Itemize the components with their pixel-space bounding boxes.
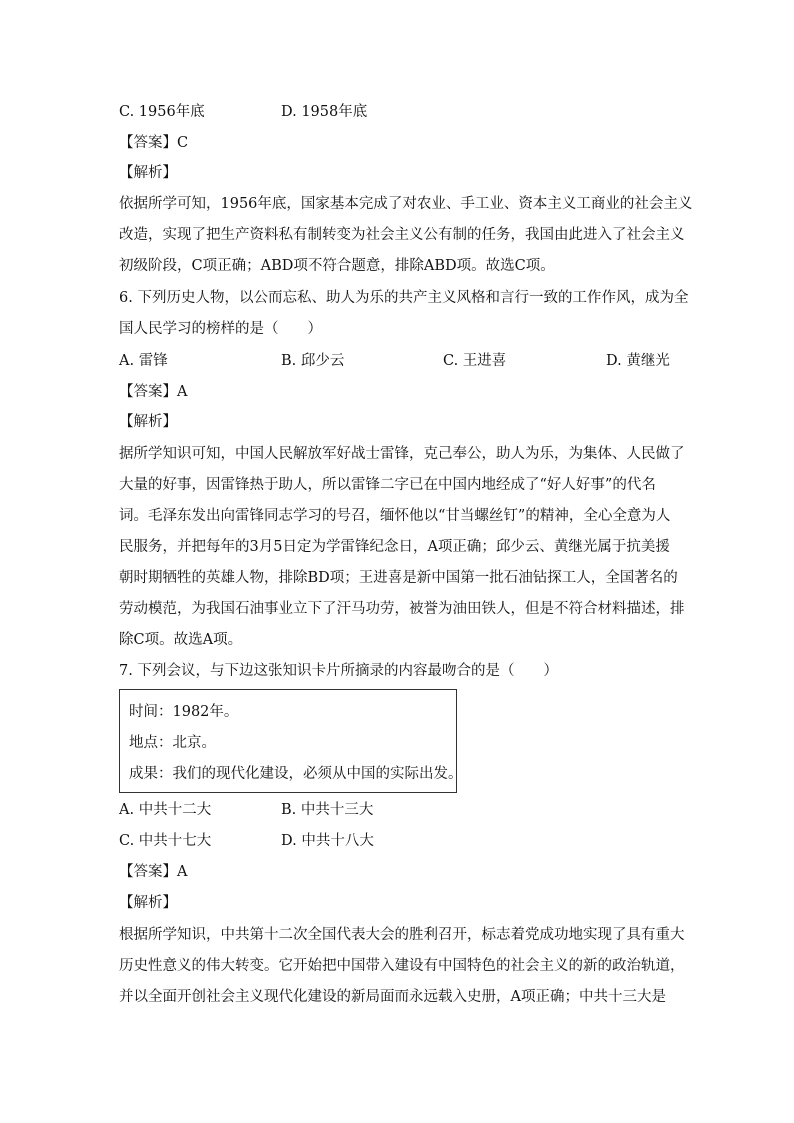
q6-analysis-title: 【解析】 [119, 414, 177, 430]
q6-analysis-line: 大量的好事，因雷锋热于助人，所以雷锋二字已在中国内地经成了“好人好事”的代名 [119, 477, 656, 493]
q6-option-d: D. 黄继光 [606, 353, 670, 369]
q6-stem-line: 6. 下列历史人物，以公而忘私、助人为乐的共产主义风格和言行一致的工作作风，成为全 [119, 290, 689, 306]
q6-option-a: A. 雷锋 [119, 353, 168, 369]
q7-analysis-line: 历史性意义的伟大转变。它开始把中国带入建设有中国特色的社会主义的新的政治轨道， [119, 958, 685, 974]
q6-analysis-line: 词。毛泽东发出向雷锋同志学习的号召，缅怀他以“甘当螺丝钉”的精神，全心全意为人 [119, 508, 671, 524]
q6-option-b: B. 邱少云 [281, 353, 345, 369]
q5-analysis-title: 【解析】 [119, 165, 177, 181]
q5-analysis-line: 依据所学可知，1956年底，国家基本完成了对农业、手工业、资本主义工商业的社会主义 [119, 196, 693, 212]
q6-analysis-line: 据所学知识可知，中国人民解放军好战士雷锋，克己奉公，助人为乐，为集体、人民做了 [119, 446, 685, 462]
q5-option-d: D. 1958年底 [281, 104, 368, 120]
card-time: 时间：1982年。 [129, 704, 239, 720]
q6-analysis-line: 劳动模范，为我国石油事业立下了汗马功劳，被誉为油田铁人，但是不符合材料描述，排 [119, 601, 685, 617]
q7-analysis-title: 【解析】 [119, 895, 177, 911]
q5-option-c: C. 1956年底 [119, 104, 205, 120]
q6-answer: 【答案】A [119, 384, 188, 400]
q7-stem: 7. 下列会议，与下边这张知识卡片所摘录的内容最吻合的是（ ） [119, 663, 558, 679]
q7-option-a: A. 中共十二大 [119, 802, 212, 818]
q6-option-c: C. 王进喜 [443, 353, 507, 369]
q6-analysis-line: 朝时期牺牲的英雄人物，排除BD项；王进喜是新中国第一批石油钻探工人，全国著名的 [119, 570, 678, 586]
q6-analysis-line: 民服务，并把每年的3月5日定为学雷锋纪念日，A项正确；邱少云、黄继光属于抗美援 [119, 539, 670, 555]
q7-option-d: D. 中共十八大 [281, 833, 374, 849]
q6-analysis-line: 除C项。故选A项。 [119, 632, 243, 648]
card-result: 成果：我们的现代化建设，必须从中国的实际出发。 [129, 766, 463, 782]
card-place: 地点：北京。 [129, 735, 216, 751]
q7-analysis-line: 根据所学知识，中共第十二次全国代表大会的胜利召开，标志着党成功地实现了具有重大 [119, 927, 685, 943]
q7-analysis-line: 并以全面开创社会主义现代化建设的新局面而永远载入史册，A项正确；中共十三大是 [119, 989, 666, 1005]
q5-analysis-line: 初级阶段，C项正确；ABD项不符合题意，排除ABD项。故选C项。 [119, 258, 555, 274]
q5-answer: 【答案】C [119, 135, 189, 151]
knowledge-card [119, 689, 463, 793]
q7-option-c: C. 中共十七大 [119, 833, 212, 849]
q5-analysis-line: 改造，实现了把生产资料私有制转变为社会主义公有制的任务，我国由此进入了社会主义 [119, 227, 685, 243]
q6-stem-line: 国人民学习的榜样的是（ ） [119, 321, 322, 337]
q7-option-b: B. 中共十三大 [281, 802, 374, 818]
q7-answer: 【答案】A [119, 864, 188, 880]
